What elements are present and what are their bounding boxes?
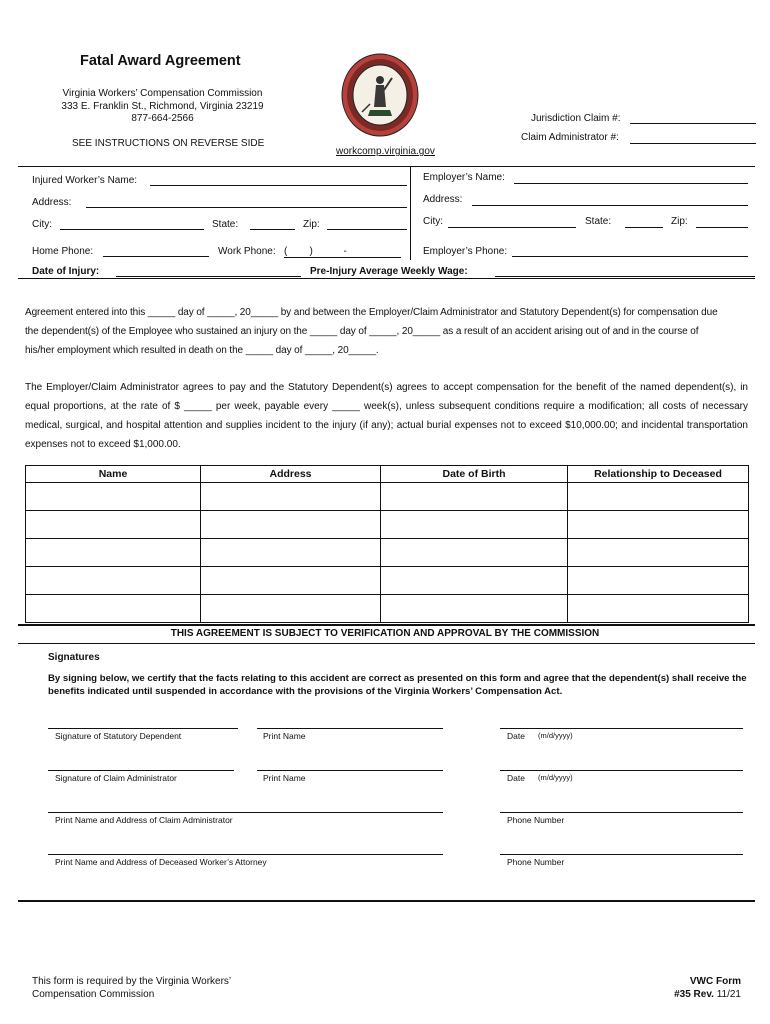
worker-zip-label: Zip: [303,219,320,230]
form-rev-date: 11/21 [716,989,741,1000]
employer-city-field[interactable] [448,227,576,228]
employer-phone-field[interactable] [512,256,748,257]
employer-phone-label: Employer’s Phone: [423,246,508,257]
employer-address-field[interactable] [472,205,748,206]
footer-required-note [32,975,231,1001]
sig-dependent-line[interactable] [48,728,238,729]
column-header-relationship: Relationship to Deceased [568,466,749,483]
dependents-table [25,465,749,623]
sig-admin-line[interactable] [48,770,234,771]
certify-statement: By signing below, we certify that the facts relating to this accident are correct as presented on this form and agree that the dependent(s) shall receive the benefits indicated until suspended in accordance with the provisions of the Virginia Workers’ Compensation Act. [48,673,747,697]
agreement-line-3: his/her employment which resulted in death on the _____ day of _____, 20_____. [25,345,379,356]
print-name-1-line[interactable] [257,728,443,729]
employer-name-field[interactable] [514,183,748,184]
table-row [26,595,749,623]
worker-address-label: Address: [32,197,72,208]
form-identifier [674,975,741,1001]
date-of-injury-label: Date of Injury: [32,266,100,277]
agency-name: Virginia Workers’ Compensation Commission [62,88,263,99]
sig-admin-label: Signature of Claim Administrator [55,773,177,783]
print-name-2-label: Print Name [263,773,306,783]
employer-zip-field[interactable] [696,227,748,228]
dependent-relationship-cell[interactable] [568,511,749,539]
employer-state-label: State: [585,216,612,227]
date-2-line[interactable] [500,770,743,771]
phone-2-line[interactable] [500,854,743,855]
form-number: #35 Rev. [674,989,714,1000]
worker-city-label: City: [32,219,52,230]
section-rule-bottom [18,278,755,279]
dependent-dob-cell[interactable] [381,483,568,511]
virginia-seal-icon [340,52,420,138]
worker-name-label: Injured Worker’s Name: [32,175,138,186]
employer-address-label: Address: [423,194,463,205]
agency-address: 333 E. Franklin St., Richmond, Virginia 23219 [61,100,264,112]
dependent-address-cell[interactable] [201,595,381,623]
claim-admin-field[interactable] [630,143,756,144]
verification-note: THIS AGREEMENT IS SUBJECT TO VERIFICATION AND APPROVAL BY THE COMMISSION [170,628,600,639]
date-1-line[interactable] [500,728,743,729]
dependent-relationship-cell[interactable] [568,483,749,511]
date-1-label: Date [507,731,525,741]
dependent-dob-cell[interactable] [381,511,568,539]
phone-1-label: Phone Number [507,815,565,825]
agreement-line-1: Agreement entered into this _____ day of _____, 20_____ by and between the Employer/Claim Administrator and Statutory Dependent(s) for compensation due [25,307,718,318]
column-header-address: Address [201,466,381,483]
print-attorney-line[interactable] [48,854,443,855]
dependent-relationship-cell[interactable] [568,539,749,567]
worker-state-field[interactable] [250,229,295,230]
worker-address-field[interactable] [86,207,407,208]
print-name-1-label: Print Name [263,731,306,741]
dependent-address-cell[interactable] [201,539,381,567]
worker-zip-field[interactable] [327,229,407,230]
table-row [26,539,749,567]
dependent-address-cell[interactable] [201,567,381,595]
employer-city-label: City: [423,216,443,227]
home-phone-label: Home Phone: [32,246,94,257]
dependent-name-cell[interactable] [26,595,201,623]
home-phone-field[interactable] [103,256,209,257]
sig-dependent-label: Signature of Statutory Dependent [55,731,182,741]
worker-state-label: State: [212,219,239,230]
date-1-format: (m/d/yyyy) [538,731,573,740]
dependent-dob-cell[interactable] [381,539,568,567]
column-header-name: Name [26,466,201,483]
dependent-name-cell[interactable] [26,511,201,539]
jurisdiction-claim-label: Jurisdiction Claim #: [531,113,621,124]
dependent-name-cell[interactable] [26,483,201,511]
print-name-2-line[interactable] [257,770,443,771]
verification-rule [18,624,755,626]
print-admin-line[interactable] [48,812,443,813]
weekly-wage-field[interactable] [495,276,755,277]
footer-rule [18,900,755,902]
weekly-wage-label: Pre-Injury Average Weekly Wage: [310,266,468,277]
instructions-note: SEE INSTRUCTIONS ON REVERSE SIDE [72,138,265,149]
agency-block [40,88,285,126]
phone-2-label: Phone Number [507,857,565,867]
employer-zip-label: Zip: [671,216,688,227]
dependent-relationship-cell[interactable] [568,595,749,623]
column-header-dob: Date of Birth [381,466,568,483]
print-attorney-label: Print Name and Address of Deceased Worker’s Attorney [55,857,267,867]
agreement-paragraph-2: The Employer/Claim Administrator agrees to pay and the Statutory Dependent(s) agrees to accept compensation for the benefit of the named dependent(s), in equal proportions, at the rate of $ _____ per week, payable every _____ week(s), unless subsequent conditions require a modification; all costs of necessary medical, surgical, and hospital attention and supplies incident to the injury (if any); actual burial expenses not to exceed $10,000.00; and incidental transportation expenses not to exceed $1,000.00. [25,382,748,450]
agreement-line-2: the dependent(s) of the Employee who sustained an injury on the _____ day of _____, 20_____ as a result of an accident arising out of and in the course of [25,326,699,337]
agency-phone: 877-664-2566 [131,113,194,124]
employer-name-label: Employer’s Name: [423,172,505,183]
column-divider [410,166,411,260]
work-phone-label: Work Phone: [218,246,276,257]
work-phone-field[interactable]: ( ) - [284,246,401,258]
table-header-row [26,466,749,483]
verification-rule-bottom [18,643,755,644]
table-row [26,511,749,539]
dependent-name-cell[interactable] [26,567,201,595]
date-2-label: Date [507,773,525,783]
section-rule [18,166,755,167]
date-of-injury-field[interactable] [116,276,301,277]
claim-admin-label: Claim Administrator #: [521,132,619,143]
dependent-dob-cell[interactable] [381,595,568,623]
dependent-address-cell[interactable] [201,511,381,539]
dependent-relationship-cell[interactable] [568,567,749,595]
form-id: VWC Form [689,976,741,987]
table-row [26,567,749,595]
print-admin-label: Print Name and Address of Claim Administrator [55,815,233,825]
dependent-name-cell[interactable] [26,539,201,567]
date-2-format: (m/d/yyyy) [538,773,573,782]
table-row [26,483,749,511]
dependent-address-cell[interactable] [201,483,381,511]
worker-city-field[interactable] [60,229,204,230]
footer-required-line-1: This form is required by the Virginia Workers’ [32,976,232,987]
agreement-paragraph-1 [25,303,748,360]
phone-1-line[interactable] [500,812,743,813]
jurisdiction-claim-field[interactable] [630,123,756,124]
signatures-heading: Signatures [48,652,100,663]
dependent-dob-cell[interactable] [381,567,568,595]
worker-name-field[interactable] [150,185,407,186]
website-link[interactable]: workcomp.virginia.gov [336,146,435,157]
form-title: Fatal Award Agreement [80,53,241,69]
employer-state-field[interactable] [625,227,663,228]
footer-required-line-2: Compensation Commission [32,989,155,1000]
